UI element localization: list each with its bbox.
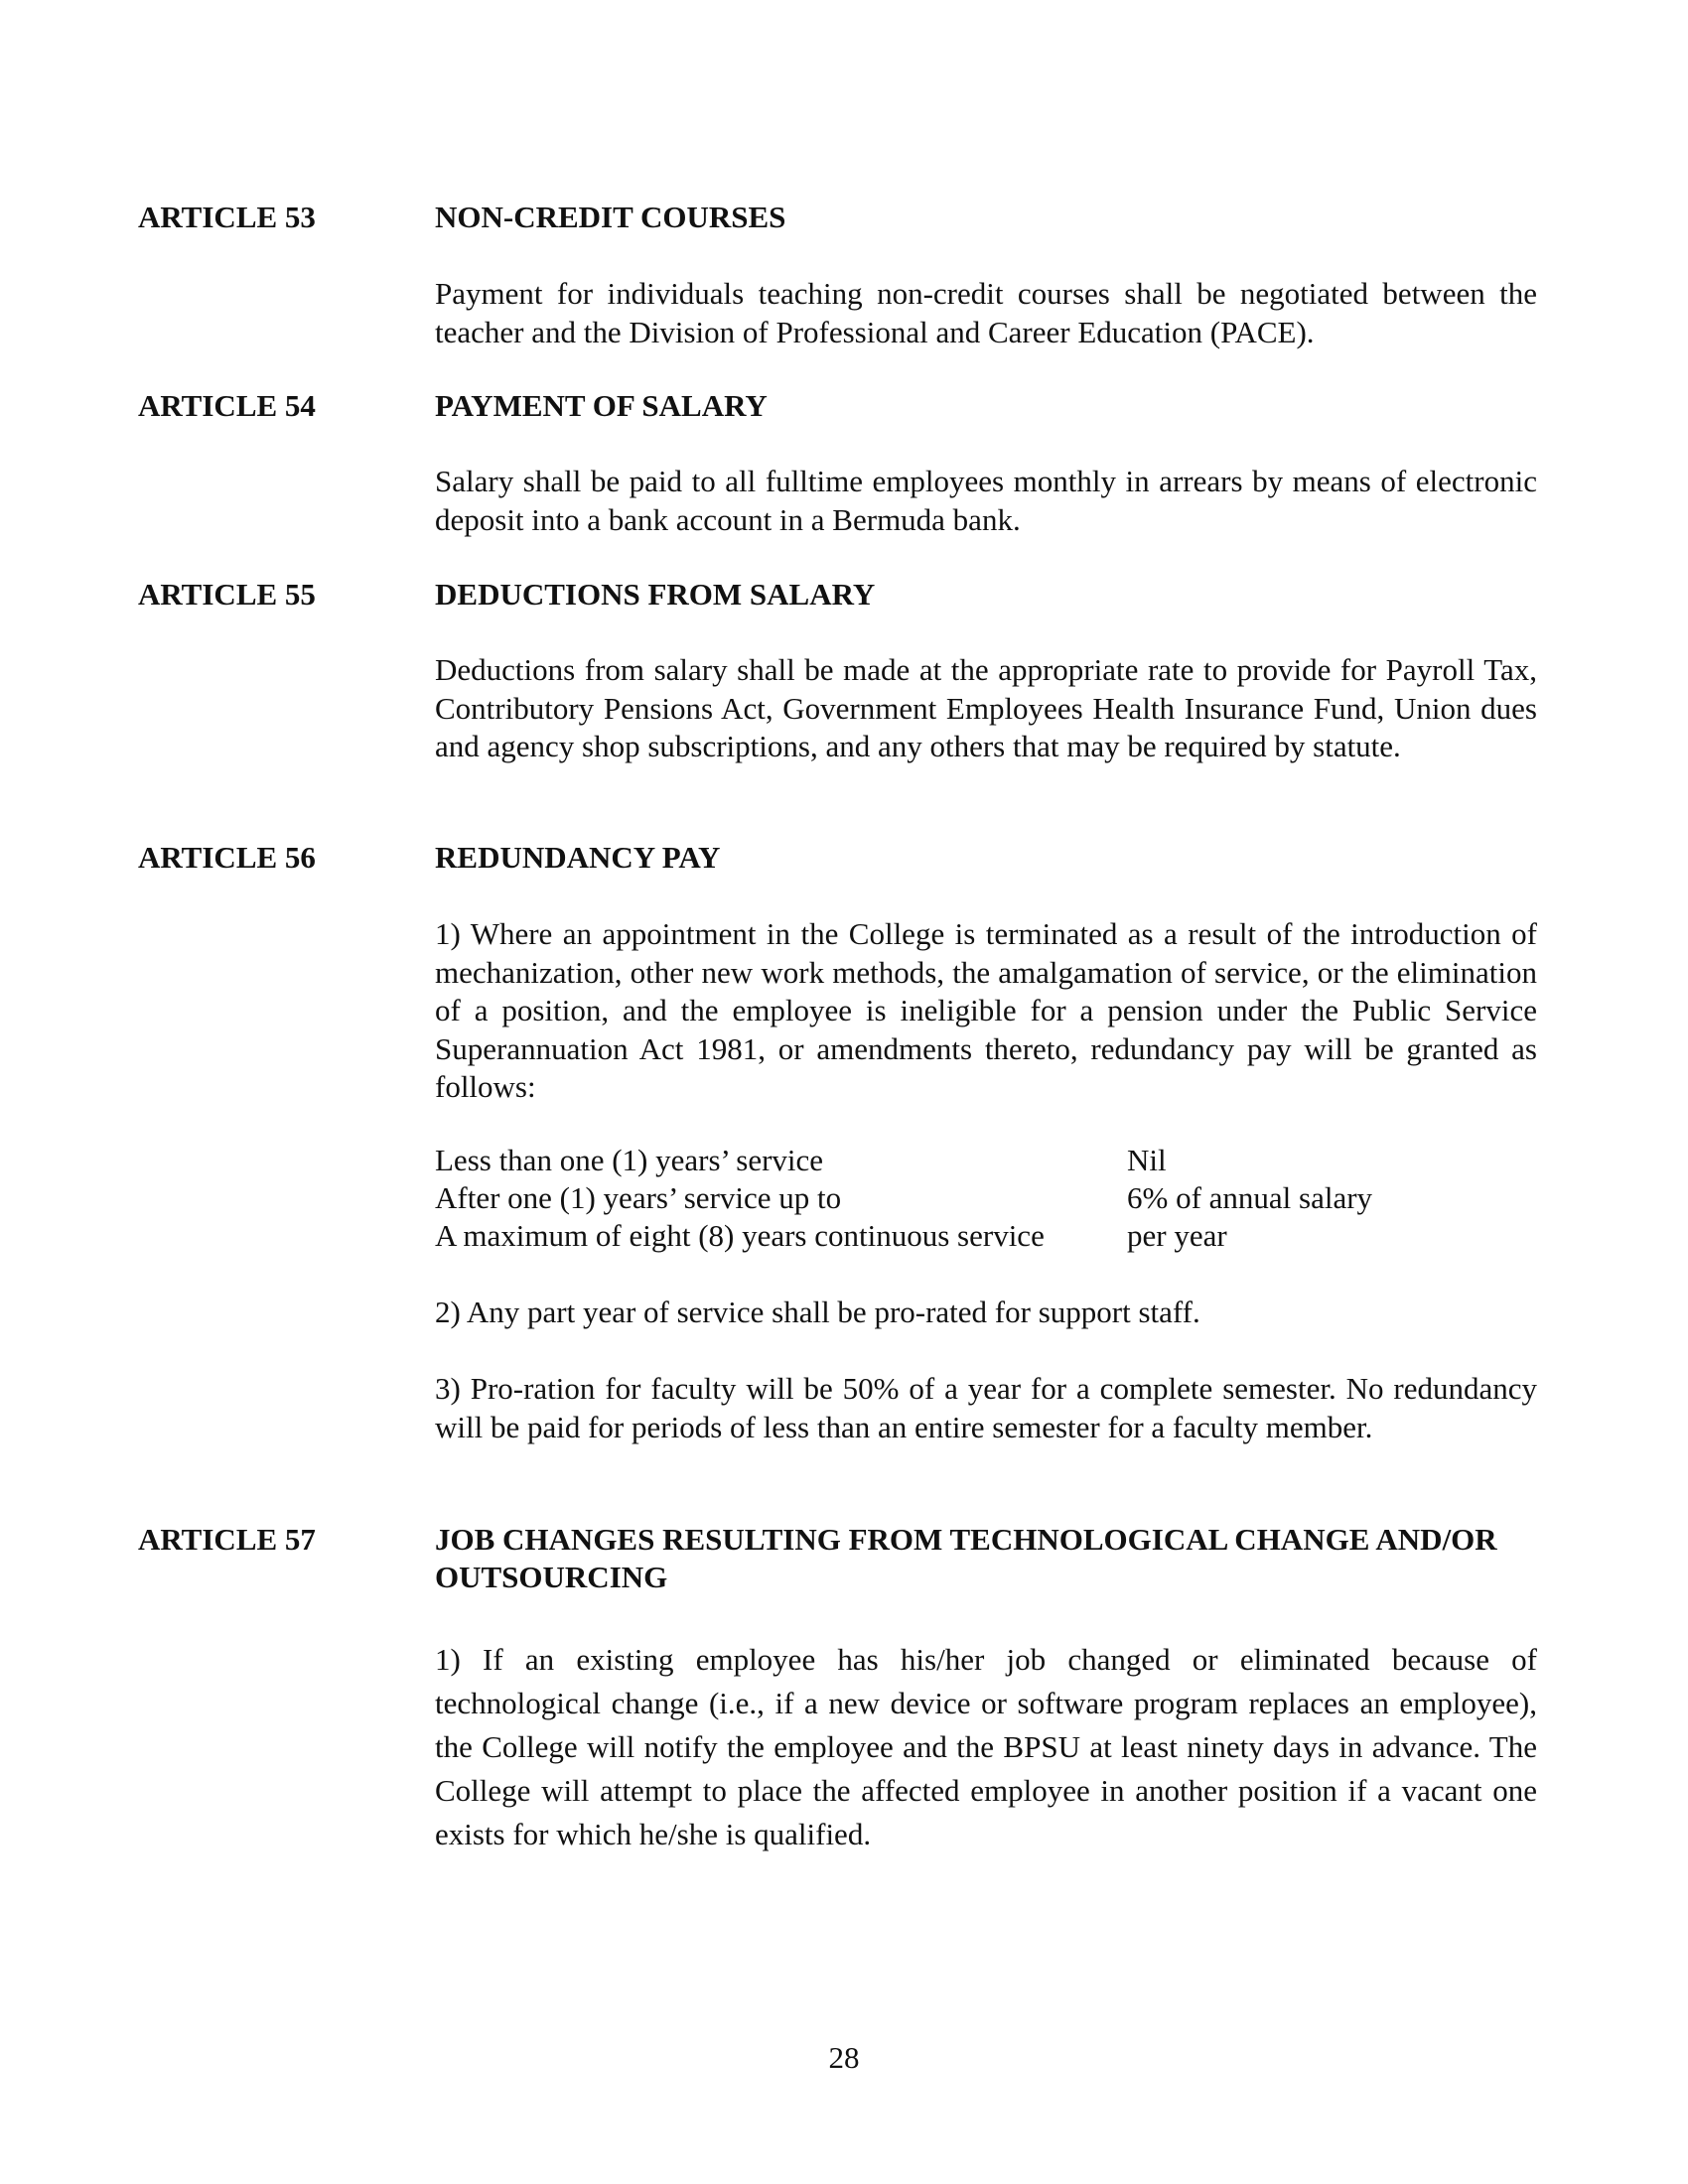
- redundancy-service-cell: After one (1) years’ service up to: [435, 1180, 842, 1215]
- article-57-paragraph-1: 1) If an existing employee has his/her job changed or eliminated because of technological change (i.e., if a new device or software program replaces an employee), the College will notify the employee and the BPSU at least ninety days in advance. The College will attempt to place the affected employee in another position if a vacant one exists for which he/she is qualified.: [435, 1642, 1537, 1851]
- article-56-title: REDUNDANCY PAY: [435, 840, 721, 875]
- article-54-paragraph-1: Salary shall be paid to all fulltime employees monthly in arrears by means of electronic deposit into a bank account in a Bermuda bank.: [435, 464, 1537, 537]
- article-57-title: JOB CHANGES RESULTING FROM TECHNOLOGICAL CHANGE AND/OR OUTSOURCING: [435, 1522, 1497, 1594]
- article-54-title: PAYMENT OF SALARY: [435, 388, 768, 423]
- article-53-paragraph-1: Payment for individuals teaching non-credit courses shall be negotiated between the teacher and the Division of Professional and Career Education (PACE).: [435, 276, 1537, 349]
- redundancy-pay-cell: 6% of annual salary: [1127, 1180, 1373, 1215]
- article-53-title: NON-CREDIT COURSES: [435, 200, 786, 234]
- article-55-label: ARTICLE 55: [138, 577, 316, 612]
- article-53-label: ARTICLE 53: [138, 200, 316, 234]
- redundancy-service-cell: Less than one (1) years’ service: [435, 1143, 824, 1177]
- article-55-title: DEDUCTIONS FROM SALARY: [435, 577, 876, 612]
- article-56-paragraph-1: 1) Where an appointment in the College is terminated as a result of the introduction of mechanization, other new work methods, the amalgamation of service, or the elimination of a position, and the employee is ineligible for a pension under the Public Service Superannuation Act 1981, or amendments thereto, redundancy pay will be granted as follows:: [435, 916, 1537, 1104]
- redundancy-pay-cell: Nil: [1127, 1143, 1167, 1177]
- redundancy-pay-cell: per year: [1127, 1218, 1227, 1253]
- article-56-paragraph-3: 3) Pro-ration for faculty will be 50% of a year for a complete semester. No redundancy will be paid for periods of less than an entire semester for a faculty member.: [435, 1371, 1537, 1444]
- article-55-paragraph-1: Deductions from salary shall be made at the appropriate rate to provide for Payroll Tax, Contributory Pensions Act, Government Employees Health Insurance Fund, Union dues and agency shop subscriptions, and any others that may be required by statute.: [435, 652, 1537, 763]
- article-56-paragraph-2: 2) Any part year of service shall be pro-rated for support staff.: [435, 1295, 1200, 1329]
- article-57-label: ARTICLE 57: [138, 1522, 316, 1557]
- redundancy-service-cell: A maximum of eight (8) years continuous service: [435, 1218, 1045, 1253]
- article-54-label: ARTICLE 54: [138, 388, 316, 423]
- article-56-label: ARTICLE 56: [138, 840, 316, 875]
- page-number: 28: [828, 2040, 860, 2075]
